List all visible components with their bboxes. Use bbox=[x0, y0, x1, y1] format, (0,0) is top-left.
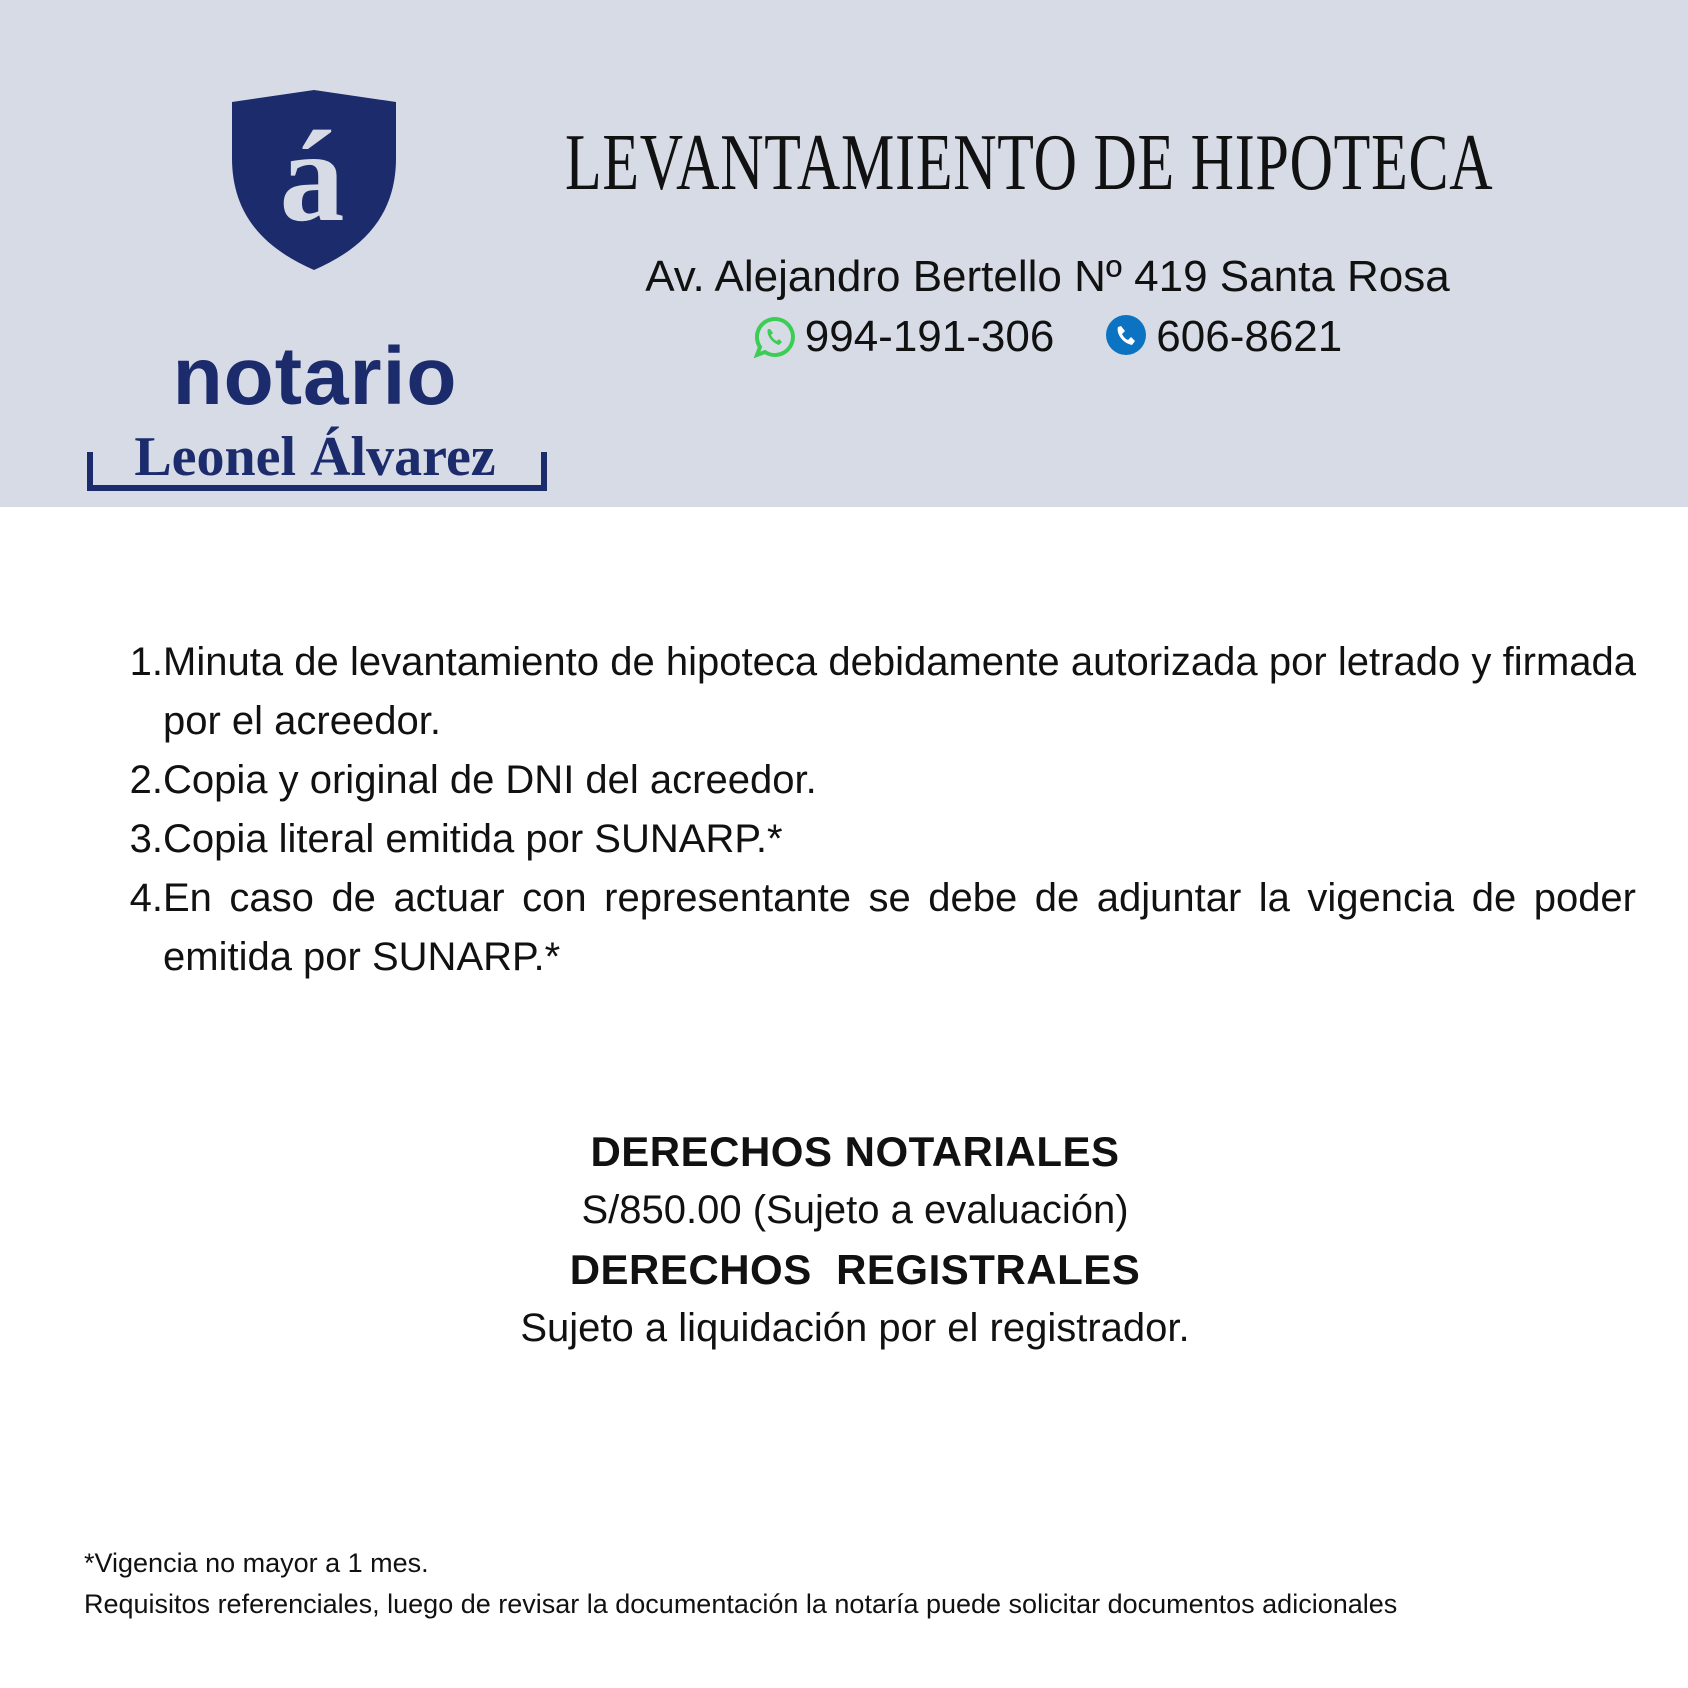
phone-icon bbox=[1104, 315, 1148, 359]
item-text: Copia literal emitida por SUNARP.* bbox=[163, 817, 783, 861]
notarial-fees-heading: DERECHOS NOTARIALES bbox=[590, 1128, 1120, 1175]
shield-logo-icon bbox=[230, 88, 398, 270]
item-number: 4. bbox=[129, 876, 163, 920]
footnote-disclaimer: Requisitos referenciales, luego de revisar la documentación la notaría puede solicitar documentos adicionales bbox=[84, 1589, 1398, 1619]
whatsapp-number[interactable]: 994-191-306 bbox=[804, 312, 1055, 361]
list-item bbox=[118, 751, 1636, 810]
address: Av. Alejandro Bertello Nº 419 Santa Rosa bbox=[645, 252, 1450, 301]
contact-phones bbox=[560, 312, 1535, 362]
notarial-fees-value: S/850.00 (Sujeto a evaluación) bbox=[581, 1188, 1129, 1232]
registral-fees-heading: DERECHOS REGISTRALES bbox=[569, 1246, 1141, 1293]
phone-number[interactable]: 606-8621 bbox=[1156, 312, 1343, 361]
fees-section bbox=[0, 1122, 1688, 1358]
logo-brand-text: notario bbox=[172, 331, 458, 422]
svg-text:á: á bbox=[279, 105, 345, 249]
logo-name-text: Leonel Álvarez bbox=[134, 426, 496, 488]
footer-notes bbox=[84, 1543, 1397, 1625]
page-title: LEVANTAMIENTO DE HIPOTECA bbox=[565, 119, 1494, 207]
item-number: 2. bbox=[129, 758, 163, 802]
footnote-validity: *Vigencia no mayor a 1 mes. bbox=[84, 1548, 429, 1578]
list-item bbox=[118, 810, 1636, 869]
notary-logo bbox=[40, 80, 510, 488]
registral-fees-value: Sujeto a liquidación por el registrador. bbox=[520, 1306, 1190, 1350]
list-item bbox=[118, 869, 1636, 987]
whatsapp-icon bbox=[753, 315, 797, 359]
item-text: En caso de actuar con representante se debe de adjuntar la vigencia de poder emitida por SUNARP.* bbox=[163, 876, 1636, 979]
item-text: Copia y original de DNI del acreedor. bbox=[163, 758, 817, 802]
header-banner bbox=[0, 0, 1688, 507]
item-text: Minuta de levantamiento de hipoteca debidamente autorizada por letrado y firmada por el acreedor. bbox=[163, 640, 1636, 743]
list-item bbox=[118, 633, 1636, 751]
item-number: 1. bbox=[129, 640, 163, 684]
item-number: 3. bbox=[129, 817, 163, 861]
requirements-list bbox=[118, 633, 1636, 987]
